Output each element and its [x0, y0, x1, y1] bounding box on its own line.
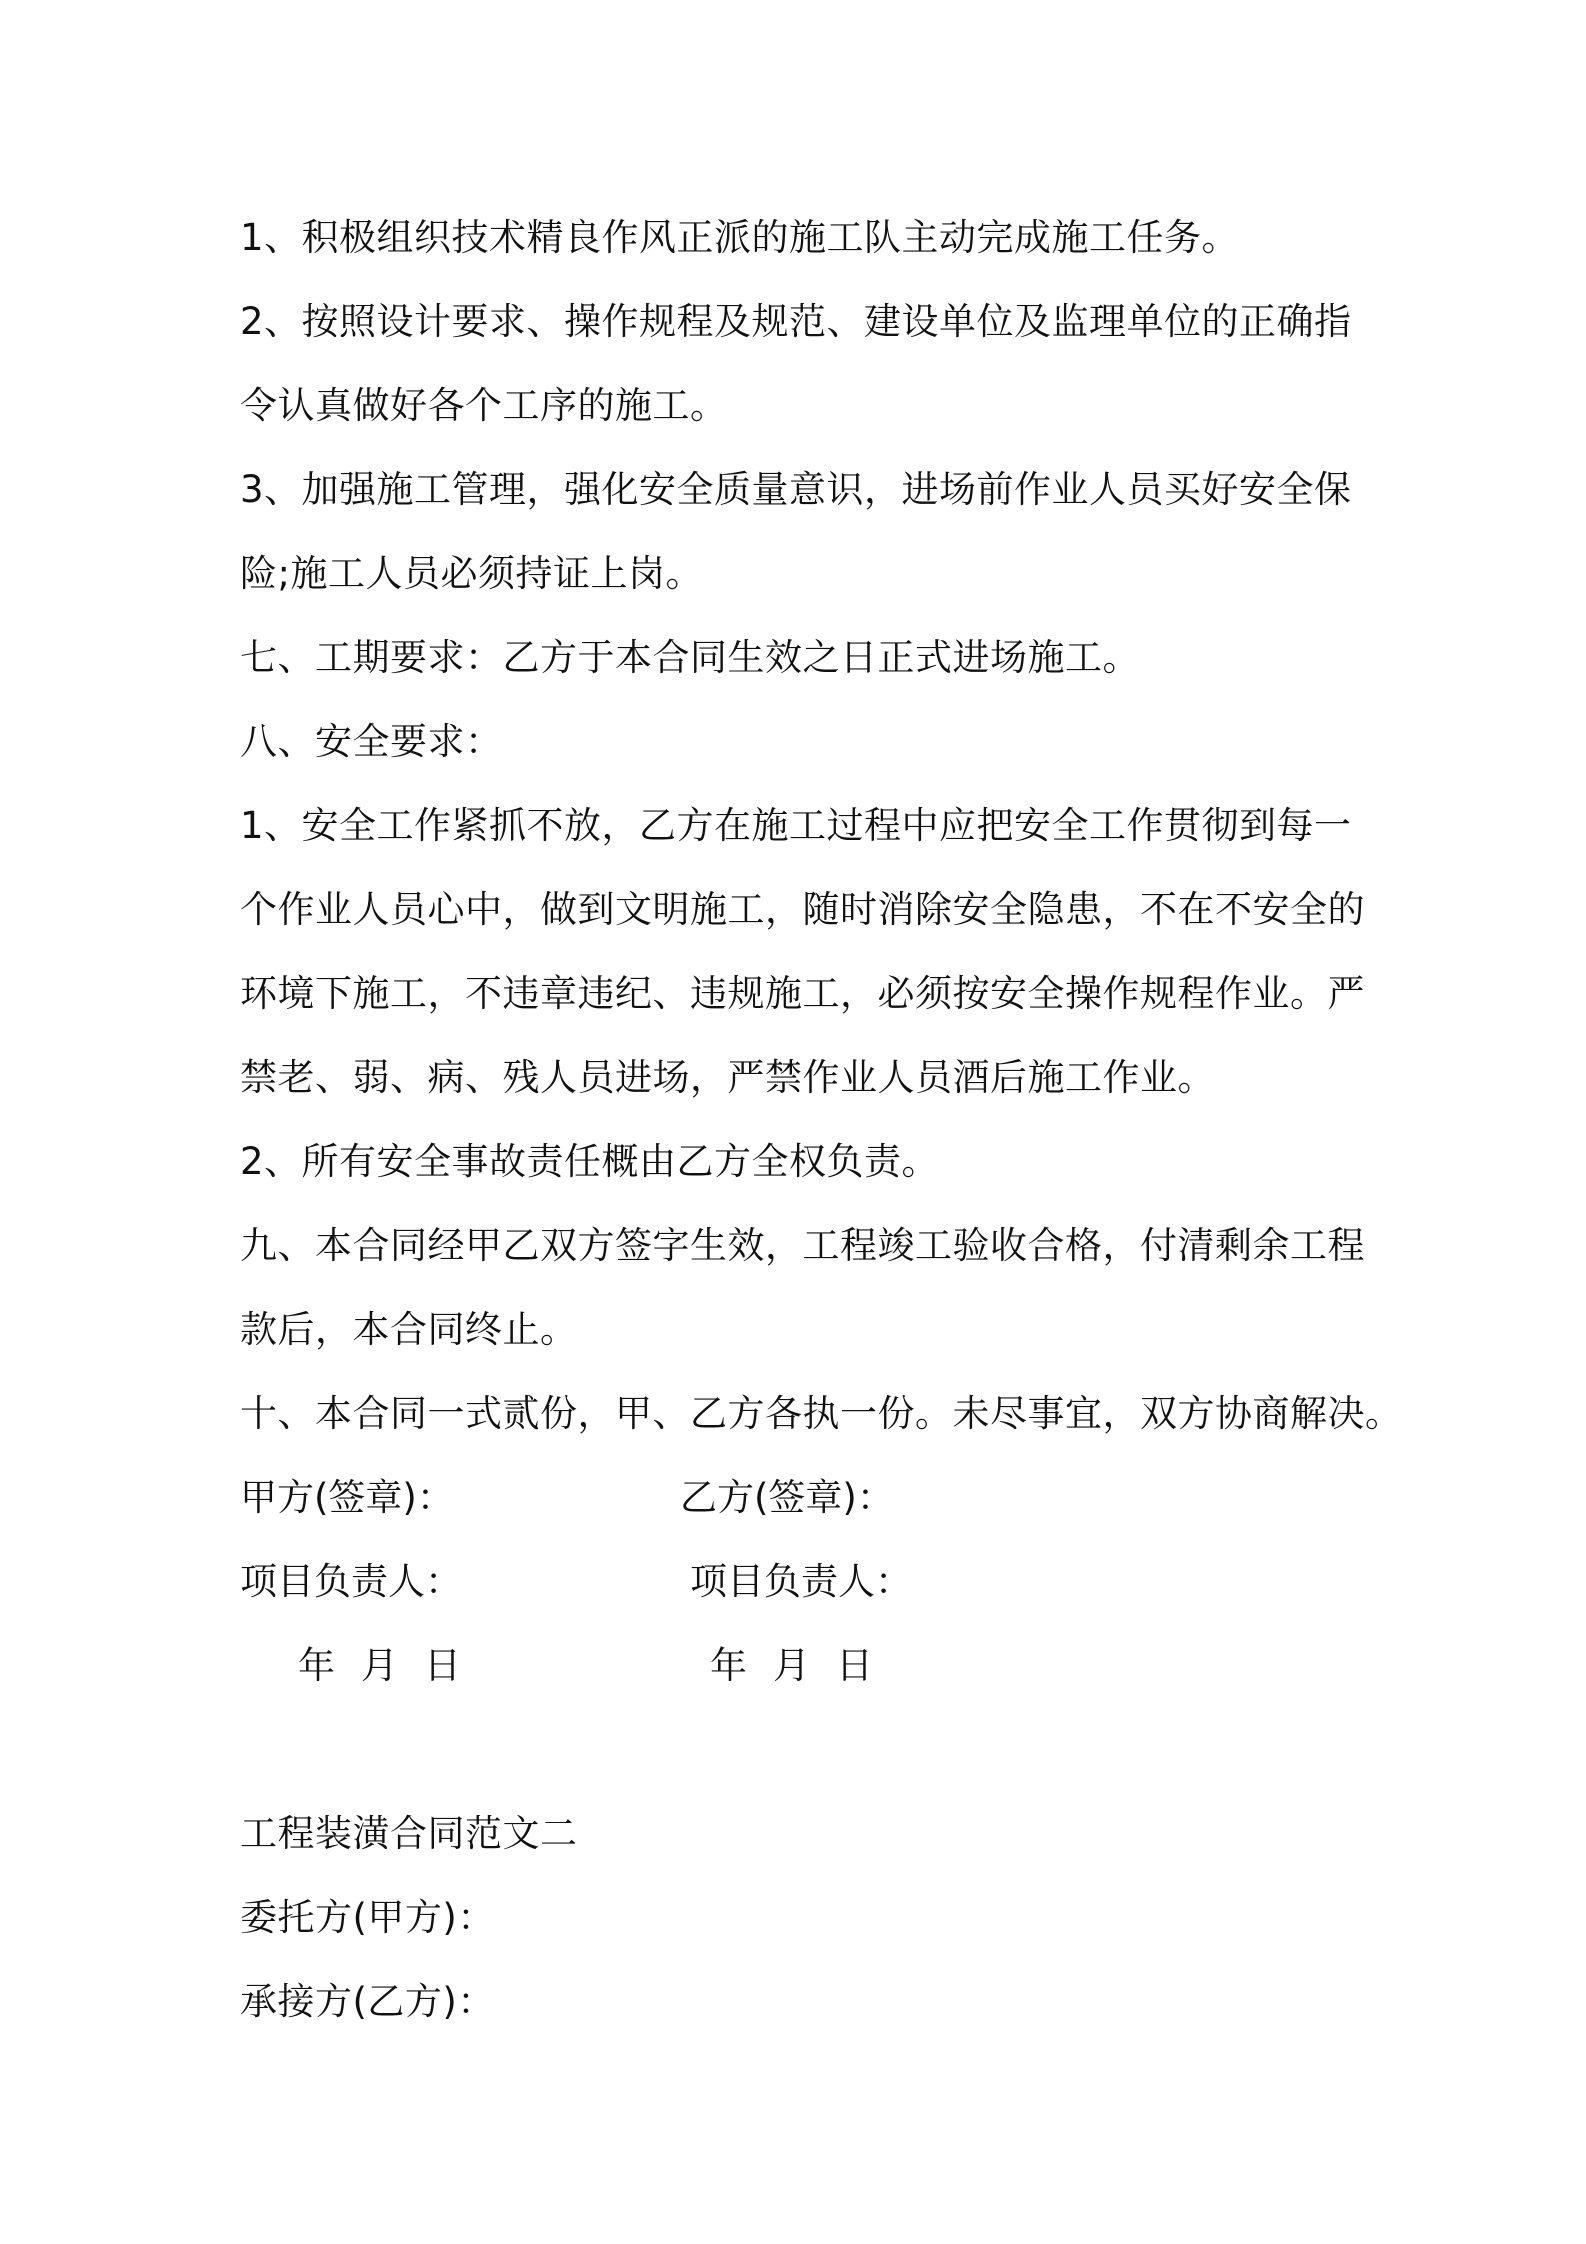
clause-line-11: 禁老、弱、病、残人员进场，严禁作业人员酒后施工作业。 [240, 1056, 1215, 1099]
clause-line-1: 1、积极组织技术精良作风正派的施工队主动完成施工任务。 [240, 216, 1240, 259]
clause-line-7: 八、安全要求： [240, 720, 503, 763]
document-body [240, 196, 1403, 2044]
party-a-date [298, 1624, 461, 1708]
clause-line-14: 款后，本合同终止。 [240, 1308, 578, 1351]
section-spacer [240, 1708, 1360, 1792]
second-contract-title: 工程装潢合同范文二 [240, 1812, 578, 1855]
clause-line-8: 1、安全工作紧抓不放，乙方在施工过程中应把安全工作贯彻到每一 [240, 804, 1352, 847]
contractor-party-label: 承接方(乙方)： [240, 1980, 495, 2023]
date-row [240, 1624, 1360, 1708]
client-party-label: 委托方(甲方)： [240, 1896, 495, 1939]
clause-line-9: 个作业人员心中，做到文明施工，随时消除安全隐患，不在不安全的 [240, 888, 1365, 931]
party-a-signature-label: 甲方(签章)： [240, 1476, 454, 1519]
clause-line-6: 七、工期要求：乙方于本合同生效之日正式进场施工。 [240, 636, 1140, 679]
party-b-year: 年 [710, 1644, 747, 1687]
party-b-day: 日 [836, 1644, 873, 1687]
party-b-manager-label: 项目负责人： [690, 1560, 912, 1603]
manager-row [240, 1540, 1360, 1624]
party-a-year: 年 [298, 1644, 335, 1687]
party-a-month: 月 [361, 1644, 398, 1687]
clause-line-13: 九、本合同经甲乙双方签字生效，工程竣工验收合格，付清剩余工程 [240, 1224, 1365, 1267]
clause-line-4: 3、加强施工管理，强化安全质量意识，进场前作业人员买好安全保 [240, 468, 1352, 511]
party-b-month: 月 [773, 1644, 810, 1687]
clause-line-10: 环境下施工，不违章违纪、违规施工，必须按安全操作规程作业。严 [240, 972, 1365, 1015]
clause-line-2: 2、按照设计要求、操作规程及规范、建设单位及监理单位的正确指 [240, 300, 1352, 343]
party-b-date [710, 1624, 873, 1708]
clause-line-3: 令认真做好各个工序的施工。 [240, 384, 728, 427]
clause-line-12: 2、所有安全事故责任概由乙方全权负责。 [240, 1140, 940, 1183]
signature-row [240, 1456, 1360, 1540]
clause-line-15: 十、本合同一式贰份，甲、乙方各执一份。未尽事宜，双方协商解决。 [240, 1392, 1403, 1435]
clause-line-5: 险;施工人员必须持证上岗。 [240, 552, 703, 595]
party-b-signature-label: 乙方(签章)： [680, 1476, 894, 1519]
party-a-day: 日 [424, 1644, 461, 1687]
party-a-manager-label: 项目负责人： [240, 1560, 462, 1603]
